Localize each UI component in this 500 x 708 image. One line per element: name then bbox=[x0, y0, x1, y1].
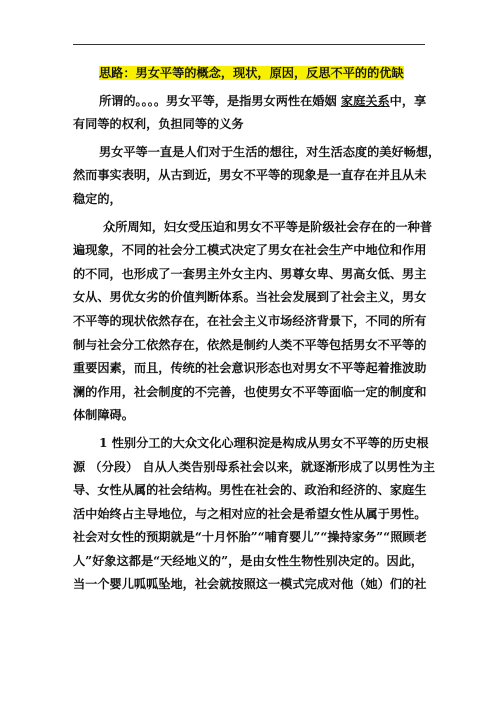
paragraph-3-line: 不平等的现状依然存在，在社会主义市场经济背景下，不同的所有 bbox=[73, 313, 427, 328]
paragraph-3-line: 澜的作用，社会制度的不完善，也使男女不平等面临一定的制度和 bbox=[73, 384, 427, 399]
paragraph-definition-line-1: 所谓的。。。。男女平等，是指男女两性在婚姻 家庭关系中，享 bbox=[99, 93, 427, 108]
paragraph-2-line: 稳定的， bbox=[73, 191, 122, 206]
paragraph-3-line: 女从、男优女劣的价值判断体系。当社会发展到了社会主义，男女 bbox=[73, 290, 427, 305]
document-body bbox=[73, 62, 441, 597]
paragraph-4-line: 源 （分段） 自从人类告别母系社会以来，就逐渐形成了以男性为主 bbox=[73, 459, 435, 474]
paragraph-4-line: 1 性别分工的大众文化心理积淀是构成从男女不平等的历史根 bbox=[99, 435, 429, 450]
paragraph-3-line: 众所周知，妇女受压迫和男女不平等是阶级社会存在的一种普 bbox=[103, 219, 433, 234]
paragraph-4-line: 活中始终占主导地位，与之相对应的社会是希望女性从属于男性。 bbox=[73, 506, 427, 521]
paragraph-3-line: 的不同，也形成了一套男主外女主内、男尊女卑、男高女低、男主 bbox=[73, 266, 427, 281]
paragraph-4-line: 社会对女性的预期就是“十月怀胎”“哺育婴儿”“操持家务”“照顾老 bbox=[73, 530, 427, 545]
outline-line bbox=[73, 62, 433, 86]
header-rule bbox=[73, 44, 425, 45]
underlined-term: 家庭关系 bbox=[340, 93, 390, 108]
paragraph-2-line: 男女平等一直是人们对于生活的想往，对生活态度的美好畅想， bbox=[99, 144, 441, 159]
paragraph-4-line: 人”好象这都是“天经地义的”，是由女性生物性别决定的。因此， bbox=[73, 553, 424, 568]
paragraph-3-line: 遍现象，不同的社会分工模式决定了男女在社会生产中地位和作用 bbox=[73, 243, 427, 258]
paragraph-2-line: 然而事实表明，从古到近，男女不平等的现象是一直存在并且从未 bbox=[73, 168, 427, 183]
paragraph-3-line: 制与社会分工依然存在，依然是制约人类不平等包括男女不平等的 bbox=[73, 337, 427, 352]
paragraph-4-line: 导、女性从属的社会结构。男性在社会的、政治和经济的、家庭生 bbox=[73, 483, 427, 498]
paragraph-4-line: 当一个婴儿呱呱坠地，社会就按照这一模式完成对他（她）们的社 bbox=[73, 577, 427, 592]
paragraph-definition-line-2: 有同等的权利，负担同等的义务 bbox=[73, 117, 244, 132]
highlighted-outline-title: 思路：男女平等的概念，现状，原因，反思不平的的优缺 bbox=[99, 66, 404, 80]
paragraph-3-line: 重要因素，而且，传统的社会意识形态也对男女不平等起着推波助 bbox=[73, 361, 427, 376]
paragraph-3-line: 体制障碍。 bbox=[73, 408, 134, 423]
